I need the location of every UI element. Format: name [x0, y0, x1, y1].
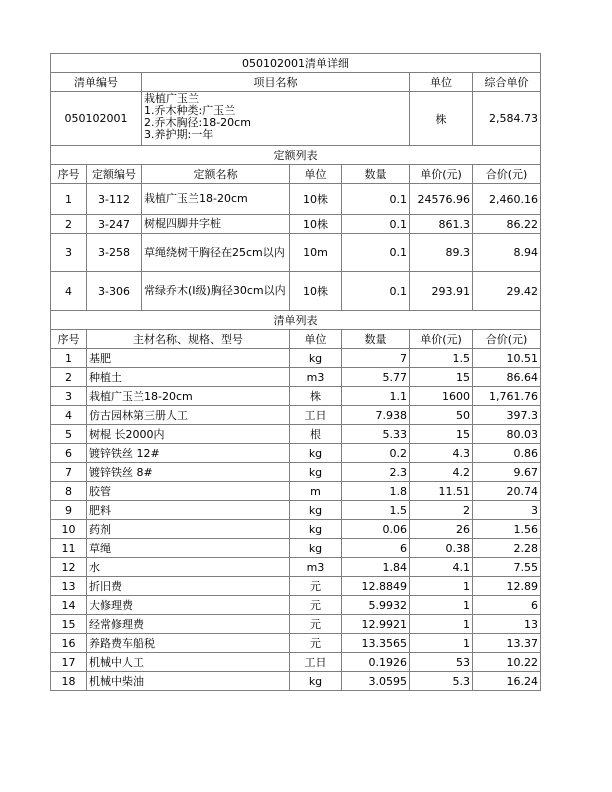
- quota-col-qty: 数量: [342, 165, 410, 184]
- material-col-name: 主材名称、规格、型号: [87, 330, 290, 349]
- quota-code: 3-247: [87, 215, 142, 234]
- material-row: [51, 368, 541, 387]
- name-header: 项目名称: [142, 73, 410, 92]
- quota-qty: 0.1: [342, 234, 410, 272]
- quota-price: 24576.96: [410, 184, 473, 215]
- quota-price: 861.3: [410, 215, 473, 234]
- material-name: 镀锌铁丝 8#: [87, 463, 290, 482]
- material-no: 15: [51, 615, 87, 634]
- material-qty: 5.9932: [342, 596, 410, 615]
- material-price: 1: [410, 634, 473, 653]
- item-price: 2,584.73: [473, 92, 541, 146]
- material-unit: kg: [290, 539, 342, 558]
- material-total: 0.86: [473, 444, 541, 463]
- code-header: 清单编号: [51, 73, 142, 92]
- material-total: 1.56: [473, 520, 541, 539]
- material-row: [51, 577, 541, 596]
- material-row: [51, 672, 541, 691]
- material-no: 16: [51, 634, 87, 653]
- material-name: 草绳: [87, 539, 290, 558]
- item-name-line: 1.乔木种类:广玉兰: [144, 104, 236, 117]
- material-qty: 0.2: [342, 444, 410, 463]
- quota-qty: 0.1: [342, 215, 410, 234]
- quota-col-total: 合价(元): [473, 165, 541, 184]
- material-name: 水: [87, 558, 290, 577]
- material-price: 15: [410, 425, 473, 444]
- material-price: 4.2: [410, 463, 473, 482]
- material-no: 1: [51, 349, 87, 368]
- material-total: 13: [473, 615, 541, 634]
- quota-unit: 10株: [290, 215, 342, 234]
- material-price: 5.3: [410, 672, 473, 691]
- material-total: 1,761.76: [473, 387, 541, 406]
- material-price: 1: [410, 577, 473, 596]
- material-row: [51, 501, 541, 520]
- quota-price: 89.3: [410, 234, 473, 272]
- material-unit: 株: [290, 387, 342, 406]
- item-name: [142, 92, 410, 146]
- material-unit: kg: [290, 672, 342, 691]
- material-no: 18: [51, 672, 87, 691]
- quota-unit: 10m: [290, 234, 342, 272]
- material-price: 1: [410, 615, 473, 634]
- material-no: 3: [51, 387, 87, 406]
- material-unit: kg: [290, 463, 342, 482]
- material-unit: 根: [290, 425, 342, 444]
- material-price: 50: [410, 406, 473, 425]
- material-row: [51, 463, 541, 482]
- material-price: 1: [410, 596, 473, 615]
- material-no: 11: [51, 539, 87, 558]
- material-no: 12: [51, 558, 87, 577]
- item-unit: 株: [410, 92, 473, 146]
- material-total: 20.74: [473, 482, 541, 501]
- material-qty: 1.84: [342, 558, 410, 577]
- material-name: 栽植广玉兰18-20cm: [87, 387, 290, 406]
- material-total: 7.55: [473, 558, 541, 577]
- quota-code: 3-112: [87, 184, 142, 215]
- material-qty: 3.0595: [342, 672, 410, 691]
- quota-code: 3-258: [87, 234, 142, 272]
- material-qty: 12.8849: [342, 577, 410, 596]
- material-unit: 元: [290, 577, 342, 596]
- material-no: 17: [51, 653, 87, 672]
- quota-unit: 10株: [290, 272, 342, 311]
- material-no: 14: [51, 596, 87, 615]
- material-qty: 1.8: [342, 482, 410, 501]
- material-name: 镀锌铁丝 12#: [87, 444, 290, 463]
- material-total: 13.37: [473, 634, 541, 653]
- material-total: 397.3: [473, 406, 541, 425]
- material-name: 大修理费: [87, 596, 290, 615]
- material-unit: m3: [290, 368, 342, 387]
- material-unit: 元: [290, 596, 342, 615]
- material-qty: 12.9921: [342, 615, 410, 634]
- material-price: 1.5: [410, 349, 473, 368]
- material-total: 80.03: [473, 425, 541, 444]
- material-qty: 0.06: [342, 520, 410, 539]
- material-name: 肥料: [87, 501, 290, 520]
- material-no: 4: [51, 406, 87, 425]
- material-row: [51, 387, 541, 406]
- bill-detail-table: [50, 53, 541, 691]
- material-unit: m3: [290, 558, 342, 577]
- material-unit: kg: [290, 501, 342, 520]
- quota-total: 86.22: [473, 215, 541, 234]
- material-row: [51, 615, 541, 634]
- quota-unit: 10株: [290, 184, 342, 215]
- material-name: 机械中柴油: [87, 672, 290, 691]
- material-row: [51, 653, 541, 672]
- material-unit: 工日: [290, 406, 342, 425]
- item-name-line: 3.养护期:一年: [144, 128, 214, 141]
- material-row: [51, 634, 541, 653]
- material-name: 折旧费: [87, 577, 290, 596]
- material-qty: 2.3: [342, 463, 410, 482]
- quota-row: [51, 215, 541, 234]
- material-qty: 0.1926: [342, 653, 410, 672]
- quota-total: 29.42: [473, 272, 541, 311]
- material-price: 4.1: [410, 558, 473, 577]
- quota-qty: 0.1: [342, 184, 410, 215]
- quota-no: 4: [51, 272, 87, 311]
- quota-name: 草绳绕树干胸径在25cm以内: [142, 234, 290, 272]
- material-no: 13: [51, 577, 87, 596]
- material-total: 86.64: [473, 368, 541, 387]
- material-name: 基肥: [87, 349, 290, 368]
- material-price: 1600: [410, 387, 473, 406]
- material-unit: kg: [290, 444, 342, 463]
- material-qty: 5.77: [342, 368, 410, 387]
- quota-name: 常绿乔木(Ⅰ级)胸径30cm以内: [142, 272, 290, 311]
- material-price: 53: [410, 653, 473, 672]
- material-qty: 1.5: [342, 501, 410, 520]
- quota-no: 2: [51, 215, 87, 234]
- quota-row: [51, 234, 541, 272]
- quota-name: 栽植广玉兰18-20cm: [142, 184, 290, 215]
- quota-name: 树棍四脚井字桩: [142, 215, 290, 234]
- item-code: 050102001: [51, 92, 142, 146]
- material-unit: 元: [290, 615, 342, 634]
- material-no: 9: [51, 501, 87, 520]
- material-row: [51, 596, 541, 615]
- material-name: 经常修理费: [87, 615, 290, 634]
- material-price: 2: [410, 501, 473, 520]
- material-col-total: 合价(元): [473, 330, 541, 349]
- material-no: 6: [51, 444, 87, 463]
- material-col-price: 单价(元): [410, 330, 473, 349]
- material-unit: 工日: [290, 653, 342, 672]
- material-header-row: [51, 330, 541, 349]
- material-no: 5: [51, 425, 87, 444]
- material-row: [51, 558, 541, 577]
- material-row: [51, 425, 541, 444]
- material-total: 3: [473, 501, 541, 520]
- quota-col-price: 单价(元): [410, 165, 473, 184]
- material-price: 26: [410, 520, 473, 539]
- material-price: 11.51: [410, 482, 473, 501]
- quota-no: 1: [51, 184, 87, 215]
- material-price: 0.38: [410, 539, 473, 558]
- material-qty: 1.1: [342, 387, 410, 406]
- material-row: [51, 406, 541, 425]
- material-col-no: 序号: [51, 330, 87, 349]
- material-row: [51, 349, 541, 368]
- quota-total: 2,460.16: [473, 184, 541, 215]
- material-qty: 6: [342, 539, 410, 558]
- quota-col-name: 定额名称: [142, 165, 290, 184]
- material-unit: m: [290, 482, 342, 501]
- quota-col-no: 序号: [51, 165, 87, 184]
- quota-header-row: [51, 165, 541, 184]
- price-header: 综合单价: [473, 73, 541, 92]
- material-name: 养路费车船税: [87, 634, 290, 653]
- material-price: 4.3: [410, 444, 473, 463]
- material-no: 7: [51, 463, 87, 482]
- material-name: 树棍 长2000内: [87, 425, 290, 444]
- quota-no: 3: [51, 234, 87, 272]
- material-unit: kg: [290, 349, 342, 368]
- quota-row: [51, 184, 541, 215]
- quota-price: 293.91: [410, 272, 473, 311]
- material-name: 药剂: [87, 520, 290, 539]
- material-row: [51, 444, 541, 463]
- material-name: 种植土: [87, 368, 290, 387]
- material-total: 9.67: [473, 463, 541, 482]
- material-qty: 7.938: [342, 406, 410, 425]
- quota-col-code: 定额编号: [87, 165, 142, 184]
- material-total: 16.24: [473, 672, 541, 691]
- quota-code: 3-306: [87, 272, 142, 311]
- material-no: 8: [51, 482, 87, 501]
- material-price: 15: [410, 368, 473, 387]
- quota-section-title: 定额列表: [51, 146, 541, 165]
- material-total: 12.89: [473, 577, 541, 596]
- material-section-title: 清单列表: [51, 311, 541, 330]
- quota-col-unit: 单位: [290, 165, 342, 184]
- material-name: 机械中人工: [87, 653, 290, 672]
- material-total: 2.28: [473, 539, 541, 558]
- material-no: 10: [51, 520, 87, 539]
- material-total: 10.51: [473, 349, 541, 368]
- material-row: [51, 539, 541, 558]
- material-row: [51, 520, 541, 539]
- material-total: 10.22: [473, 653, 541, 672]
- material-total: 6: [473, 596, 541, 615]
- item-name-line: 栽植广玉兰: [144, 92, 199, 105]
- table-title: 050102001清单详细: [51, 54, 541, 73]
- material-qty: 5.33: [342, 425, 410, 444]
- material-name: 胶管: [87, 482, 290, 501]
- material-no: 2: [51, 368, 87, 387]
- quota-qty: 0.1: [342, 272, 410, 311]
- material-qty: 7: [342, 349, 410, 368]
- material-unit: 元: [290, 634, 342, 653]
- material-name: 仿古园林第三册人工: [87, 406, 290, 425]
- quota-total: 8.94: [473, 234, 541, 272]
- quota-row: [51, 272, 541, 311]
- item-name-line: 2.乔木胸径:18-20cm: [144, 116, 251, 129]
- material-col-unit: 单位: [290, 330, 342, 349]
- material-unit: kg: [290, 520, 342, 539]
- unit-header: 单位: [410, 73, 473, 92]
- material-row: [51, 482, 541, 501]
- material-col-qty: 数量: [342, 330, 410, 349]
- material-qty: 13.3565: [342, 634, 410, 653]
